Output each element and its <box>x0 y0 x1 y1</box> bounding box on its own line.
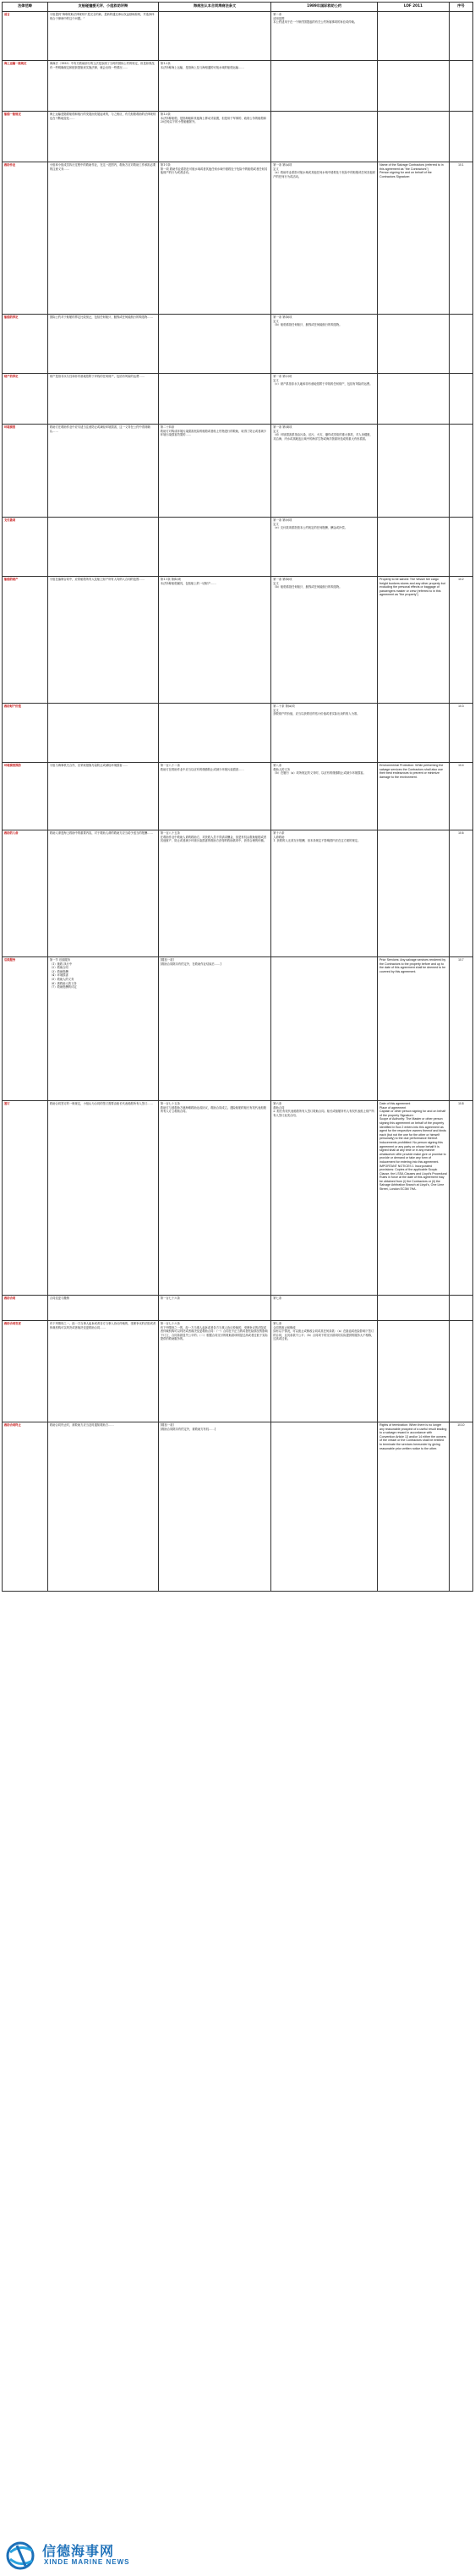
convention-1989-cell: 第六条 救助合同 2. 船长有权代表船舶所有人签订救助合同。船长或船舶所有人有权代表船上财产所有人签订此类合同。 <box>271 1101 378 1296</box>
convention-1989-cell <box>271 957 378 1101</box>
table-row <box>3 374 473 425</box>
table-body <box>3 12 473 1592</box>
summary-cell: 救助合同签订的一般规定，小组认为合同的签订需要由船长代表船舶所有人签订…… <box>47 1101 158 1296</box>
logo-name-en: XINDE MARINE NEWS <box>44 2558 130 2566</box>
maritime-code-cell: 第一百八十五条 在救助作业中救助人命的救助方，对获救人员不得请求酬金，但是有权从救助船舶或者其他财产、防止或者减少环境污染损害的救助方获得的救助款项中，获得合理的份额。 <box>158 830 270 957</box>
row-topic-cell: 船舶的界定 <box>3 315 48 374</box>
convention-1989-cell: 第一条 第(e)项 定义 （e）支付款项系指按本公约规定的任何报酬、酬金或补偿。 <box>271 518 378 577</box>
table-row <box>3 162 473 315</box>
row-topic-cell: 环境损害 <box>3 425 48 518</box>
column-header: 序号 <box>449 3 472 12</box>
clause-number-cell: 10.7 <box>449 957 472 1101</box>
row-topic-cell: 后续服务 <box>3 957 48 1101</box>
xinde-marine-logo <box>5 2539 191 2573</box>
summary-cell <box>47 518 158 577</box>
column-header: 海商法认本合同海商法条文 <box>158 3 270 12</box>
globe-logo-icon <box>5 2540 39 2571</box>
convention-1989-cell: 第一条 第(d)项 定义 （d）环境损害系指由污染、沾污、火灾、爆炸或类似的重大事故，对人身健康，对沿海、内水或其毗连区域中的海洋生物或海洋资源所造成的重大有形损害。 <box>271 425 378 518</box>
lof-2011-cell <box>378 704 450 763</box>
clause-number-cell: 10.6 <box>449 830 472 957</box>
lof-2011-cell <box>378 425 450 518</box>
convention-1989-cell <box>271 112 378 162</box>
convention-1989-cell: 第十六条 人命救助 1. 获救的人无须支付报酬，但本条规定不影响国内法在这方面的规定。 <box>271 830 378 957</box>
lof-2011-cell <box>378 112 450 162</box>
maritime-code-cell: 第1-1条 第一项 救助作业系指在可航水域或者其他任何水域中援救处于危险中的船舶或者任何其他财产的行为或者活动。 <box>158 162 270 315</box>
table-row <box>3 577 473 704</box>
convention-1989-cell: 第二十条 第(a)项 定义 获救财产的价值，应当以获救后的估计价值或者实际出卖的收入为准。 <box>271 704 378 763</box>
row-topic-cell: 救助合同 <box>3 1296 48 1321</box>
lof-2011-cell: Environmental Protection: While performing the salvage services the Contractors shall also use their best endeavours to prevent or minimize damage to the environment. <box>378 763 450 830</box>
summary-cell: 海商法（1993）中有关救助部分的立法是参照了当时的国际公约的规定，但是如果没有一些明确规定和配套措施来实施法律，就会出现一些情况…… <box>47 61 158 112</box>
row-topic-cell: 救助作业 <box>3 162 48 315</box>
clause-number-cell: 10.8 <box>449 1101 472 1296</box>
clause-number-cell: 10.10 <box>449 1422 472 1592</box>
lof-2011-cell: Name of the Salvage Contractors (referred to in this agreement as "the Contractors") Person signing for and on behalf of the Contractors Signature: <box>378 162 450 315</box>
lof-2011-cell <box>378 1296 450 1321</box>
lof-2011-cell <box>378 830 450 957</box>
table-row <box>3 425 473 518</box>
maritime-code-cell: 第一百七十六条 有下列情形之一的，经一方当事人起诉或者各方当事人协议仲裁的，受理争议的法院或者仲裁机构可以判决或者裁决变更救助合同：（一）合同在不正当的或者危险情况的影响下订立，合同条款显失公平的；（二）根据合同支付的救助款项明显过高或者过低于实际提供的救助服务的。 <box>158 1321 270 1422</box>
row-topic-cell: 支付款项 <box>3 518 48 577</box>
table-row <box>3 1321 473 1422</box>
convention-1989-cell: 第一条 第(b)项 定义 （b）船舶系指任何船只、艇筏或任何能航行的构造物。 <box>271 315 378 374</box>
summary-cell: 小组提到“海难救助法律规则不是完全的新，是新的通过承认权益基础原则，并选择体现合于律师中的这个问题。” <box>47 12 158 61</box>
row-topic-cell: 救助合同变更 <box>3 1321 48 1422</box>
convention-1989-cell: 第一条 第(b)项 定义 （b）船舶系指任何船只、艇筏或任何能航行的构造物。 <box>271 577 378 704</box>
clause-number-cell: 10.4 <box>449 763 472 830</box>
document-page <box>0 2 475 2576</box>
lof-2011-cell <box>378 12 450 61</box>
row-topic-cell: 救助财产价值 <box>3 704 48 763</box>
maritime-code-cell: 第一百七十五条 救助方与被救助方就海难救助达成协议，救助合同成立。遇险船舶的船长有权代表船舶所有人订立救助合同。 <box>158 1101 270 1296</box>
comparison-table <box>2 2 473 1592</box>
summary-cell: 财产是指非永久性和非有意地依附于岸线的任何财产，包括有风险的运费…… <box>47 374 158 425</box>
convention-1989-cell: 第七条 合同的废止和修改 如有以下情况，可以废止或修改合同或其任何条款：（a）在胁迫或危险影响下签订的合同，且其条款不公平；（b）合同项下的支付款项同实际提供的服务大不相称，过高或过低。 <box>271 1321 378 1422</box>
summary-cell: 小组和小组成员执行过程中的救助作业，在这一范围内，救助方应对救助工作承担必要的注意义务…… <box>47 162 158 315</box>
row-topic-cell: 船舶一般规定 <box>3 112 48 162</box>
lof-2011-cell <box>378 61 450 112</box>
row-topic-cell: 财产的界定 <box>3 374 48 425</box>
lof-2011-cell <box>378 315 450 374</box>
lof-2011-cell: Property to be salved: The Vessel her cargo freight bunkers stores and any other property but excluding the personal effects or baggage of passengers master or crew (referred to in this agreement as "the property") <box>378 577 450 704</box>
summary-cell: 有下列情形之一，经一方当事人起诉或者各方当事人协议仲裁的，受理争议的法院或者仲裁机构可以判决或者裁决变更救助合同…… <box>47 1321 158 1422</box>
table-row <box>3 112 473 162</box>
table-header-row <box>3 3 473 12</box>
summary-cell: 海上运输是随着船舶和航行的发展而发展起来的，与之相应，有关船舶救助的法律规则也在不断地变化…… <box>47 112 158 162</box>
column-header: 法律范畴 <box>3 3 48 12</box>
convention-1989-cell: 第一条 第(a)项 定义 （a）救助作业系指可航水域或其他任何水域中援救处于危险中的船舶或任何其他财产的任何行为或活动。 <box>271 162 378 315</box>
table-row <box>3 830 473 957</box>
clause-number-cell <box>449 1296 472 1321</box>
table-row <box>3 957 473 1101</box>
clause-number-cell <box>449 112 472 162</box>
summary-cell: 国际公约对于船舶的界定比较宽泛，包括任何船只、艇筏或任何能航行的构造物…… <box>47 315 158 374</box>
logo-name-cn: 信德海事网 <box>42 2543 115 2559</box>
convention-1989-cell <box>271 1422 378 1592</box>
convention-1989-cell <box>271 61 378 112</box>
row-topic-cell: 前言 <box>3 12 48 61</box>
table-row <box>3 1296 473 1321</box>
summary-cell: 小组在编制合同中，应将船舶所有人及船上财产所有人均纳入合同的范围…… <box>47 577 158 704</box>
convention-1989-cell: 第八条 救助人的义务 （b）在履行（a）项所规定的义务时，以应有的谨慎防止或减少环境损害。 <box>271 763 378 830</box>
table-row <box>3 518 473 577</box>
clause-number-cell <box>449 425 472 518</box>
table-row <box>3 1422 473 1592</box>
maritime-code-cell: 第1.3条 本法所称船舶，是指海船和其他海上移动式装置，但是用于军事的、政府公务的船舶和20总吨以下的小型船艇除外。 <box>158 112 270 162</box>
clause-number-cell: 10.2 <box>449 577 472 704</box>
table-row <box>3 763 473 830</box>
maritime-code-cell: [增加一条] [救助合同除另有约定外，被救助方有权……] <box>158 1422 270 1592</box>
lof-2011-cell: Prior Services: Any salvage services rendered by the Contractors to the property before and up to the date of this agreement shall be deemed to be covered by this agreement. <box>378 957 450 1101</box>
table-row <box>3 1101 473 1296</box>
row-topic-cell: 救助的人命 <box>3 830 48 957</box>
clause-number-cell <box>449 315 472 374</box>
clause-number-cell <box>449 374 472 425</box>
maritime-code-cell <box>158 704 270 763</box>
convention-1989-cell: 第一条 第(c)项 定义 （c）财产系指非永久地和非有意地依附于岸线的任何财产，包括有风险的运费。 <box>271 374 378 425</box>
summary-cell: 救助方在救助作业中应尽适当注意防止或减轻环境损害，这一义务在公约中得到确认…… <box>47 425 158 518</box>
summary-cell <box>47 704 158 763</box>
row-topic-cell: 船舶的财产 <box>3 577 48 704</box>
table-row <box>3 61 473 112</box>
column-header: LOF 2011 <box>378 3 450 12</box>
table-row <box>3 315 473 374</box>
clause-number-cell: 10.1 <box>449 162 472 315</box>
maritime-code-cell <box>158 518 270 577</box>
row-topic-cell: 海上运输一般规定 <box>3 61 48 112</box>
row-topic-cell: 环境损害预防 <box>3 763 48 830</box>
maritime-code-cell <box>158 374 270 425</box>
maritime-code-cell: 第1.1条 第(b)项 本法所称船舶属具，包括船上的一切财产…… <box>158 577 270 704</box>
clause-number-cell <box>449 61 472 112</box>
convention-1989-cell: 第七条 <box>271 1296 378 1321</box>
column-header: 友船碰撞援无评、小组救助评辩 <box>47 3 158 12</box>
table-row <box>3 12 473 61</box>
maritime-code-cell: 第一百七十六条 <box>158 1296 270 1321</box>
lof-2011-cell <box>378 374 450 425</box>
clause-number-cell <box>449 518 472 577</box>
row-topic-cell: 签订 <box>3 1101 48 1296</box>
summary-cell: 救助人命是海上救助中的重要内容，对于救助人命的救助方应当给予适当的报酬…… <box>47 830 158 957</box>
maritime-code-cell <box>158 315 270 374</box>
summary-cell: 小组与海事机关合作，应采取措施尽量防止或减轻环境损害…… <box>47 763 158 830</box>
maritime-code-cell <box>158 12 270 61</box>
lof-2011-cell: Date of this agreement Place of agreement Captain or other person signing for and on behalf of the property Signature: Scope of Authority: The Master or other person signing this agreement on behalf of the property identified in Box 2 enters into this agreement as agent for the respective owners thereof and binds each (but not the one for the other or himself personally) to the due performance thereof. Inducements prohibited: No person signing this agreement or any party on whose behalf it is signed shall at any time or in any manner whatsoever offer provide make give or promise to provide or demand or take any form of inducement for entering into this agreement. IMPORTANT NOTICES 1 Incorporated provisions: Copies of the applicable Scopic Clause, the LSSA Clauses and Lloyd's Procedural Rules in force at the date of this agreement may be obtained from (i) the Contractors or (ii) the Salvage Arbitration Branch at Lloyd's, One Lime Street, London EC3M 7HA. <box>378 1101 450 1296</box>
maritime-code-cell: 第一百八十二条 救助方在救助作业中应当以应有的谨慎防止或减少环境污染损害…… <box>158 763 270 830</box>
clause-number-cell <box>449 1321 472 1422</box>
lof-2011-cell: Rights of termination: When there is no longer any reasonable prospect of a useful result leading to a salvage reward in accordance with Convention Article 13 and/or 14 either the owners of the vessel or the Contractors shall be entitled to terminate the services hereunder by giving reasonable prior written notice to the other. <box>378 1422 450 1592</box>
clause-number-cell: 10.3 <box>449 704 472 763</box>
row-topic-cell: 救助合同终止 <box>3 1422 48 1592</box>
summary-cell: 救助合同终止时，被救助方应当及时通知救助方…… <box>47 1422 158 1592</box>
summary-cell: 第一节 后续服务 （1）施救 执行中 （2）救助合同 （3）救助报酬 （4）环境损害 （5）救助人的义务 （6）被救助人的义务 （7）救助报酬的评定 <box>47 957 158 1101</box>
maritime-code-cell: 第二十四条 救助方对构成环境污染损害危险的船舶或者船上货物进行的救助，取得了防止或者减少环境污染损害效果的…… <box>158 425 270 518</box>
column-header: 1989年国际救助公约 <box>271 3 378 12</box>
table-row <box>3 704 473 763</box>
convention-1989-cell: 第二条 适用范围 本公约适用于在一个缔约国提起的有关公约所辖事项的诉讼或仲裁。 <box>271 12 378 61</box>
summary-cell: 合同变更与撤销 <box>47 1296 158 1321</box>
lof-2011-cell <box>378 518 450 577</box>
maritime-code-cell: 第1.2条 本法所称海上运输，是指海上及与海相通的可航水域的船舶运输…… <box>158 61 270 112</box>
clause-number-cell <box>449 12 472 61</box>
lof-2011-cell <box>378 1321 450 1422</box>
maritime-code-cell: [增加一条] [救助合同除另有约定外，在救助作业结束后……] <box>158 957 270 1101</box>
